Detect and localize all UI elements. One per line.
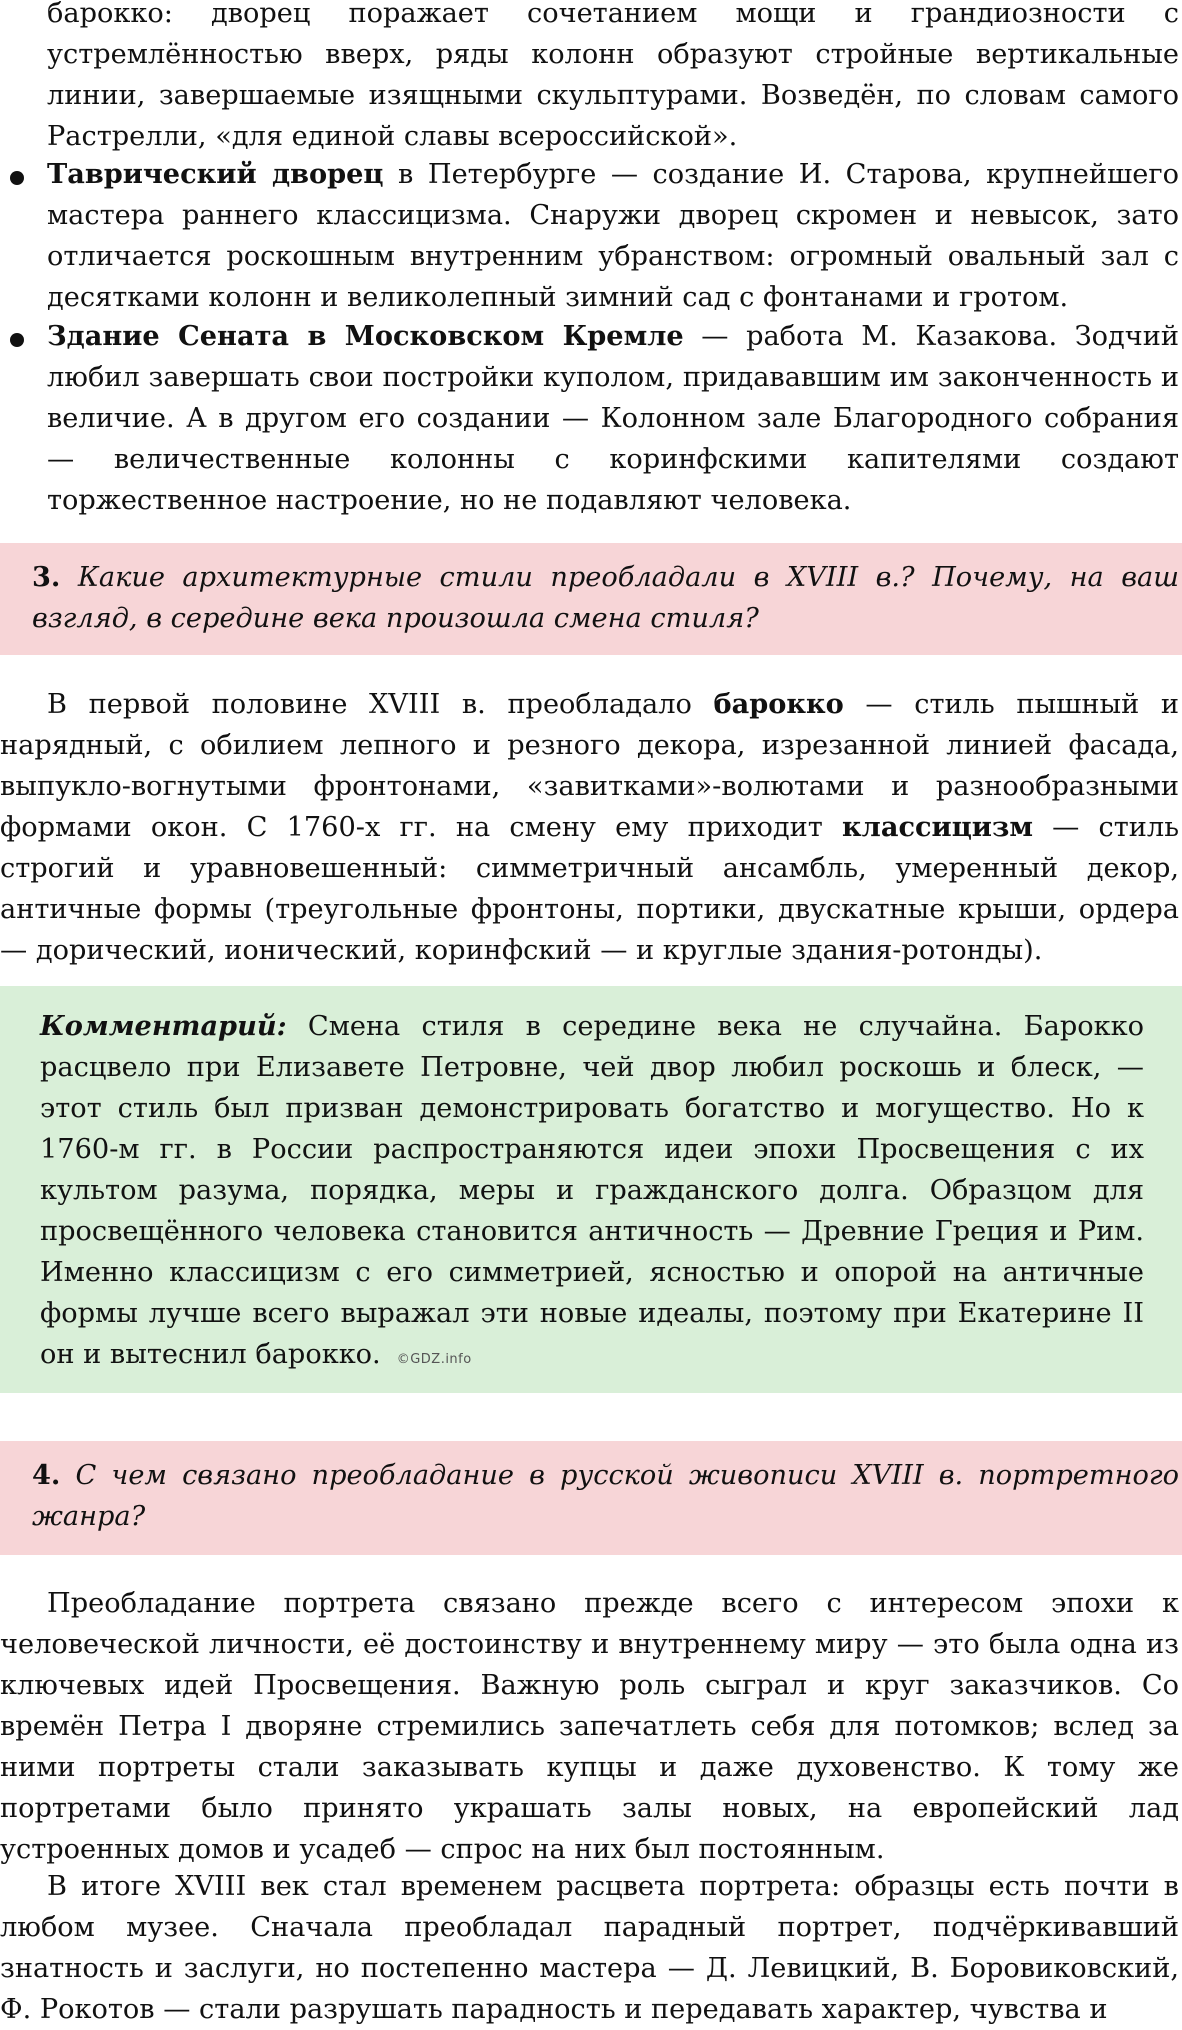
term-baroque: барокко [713,688,844,720]
question-number: 4. [32,1459,61,1491]
comment-text: Смена стиля в середине века не случайна. Барокко расцвело при Елизавете Петровне, чей двор любил роскошь и блеск, — этот стиль был призван демонстрировать богатство и могущество. Но к 1760-м гг. в России распространяются идеи эпохи Просвещения с их культом разума, порядка, меры и гражданского долга. Образцом для просвещённого человека становится античность — Древние Греция и Рим. Именно классицизм с его симметрией, ясностью и опорой на античные формы лучше всего выражал эти новые идеалы, поэтому при Екатерине II он и вытеснил барокко. [40,1011,1144,1370]
bullet-text: — работа М. Казакова. Зодчий любил завершать свои постройки куполом, придававшим им законченность и величие. А в другом его создании — Колонном зале Благородного собрания — величественные колонны с коринфскими капителями создают торжественное настроение, но не подавляют человека. [47,321,1179,516]
bullet-term: Здание Сената в Московском Кремле [47,320,684,352]
continuation-paragraph [47,0,1179,157]
question-text: Какие архитектурные стили преобладали в XVIII в.? Почему, на ваш взгляд, в середине века произошла смена стиля? [32,562,1179,634]
comment-paragraph [40,1006,1144,1380]
bullet-dot [10,333,24,347]
continuation-text: барокко: дворец поражает сочетанием мощи и грандиозности с устремлённостью вверх, ряды колонн образуют стройные вертикальные линии, завершаемые изящными скульптурами. Возведён, по словам самого Растрелли, «для единой славы всероссийской». [47,0,1179,152]
comment-label: Комментарий: [40,1010,287,1042]
answer-text: — стиль пышный и нарядный, с обилием лепного и резного декора, изрезанной линией фасада, выпукло-вогнутыми фронтонами, «завитками»-волютами и разнообразными формами окон. С 1760-х гг. на смену ему приходит [0,689,1179,843]
bullet-term: Таврический дворец [47,158,384,190]
question-3 [32,557,1179,639]
answer-3-paragraph [0,684,1179,971]
question-box-4 [0,1441,1182,1555]
answer-text: В первой половине XVIII в. преобладало [47,689,714,720]
comment-box [0,986,1182,1393]
answer-4-paragraph-1 [0,1583,1179,1870]
question-text: С чем связано преобладание в русской живописи XVIII в. портретного жанра? [32,1460,1179,1532]
answer-text: Преобладание портрета связано прежде всего с интересом эпохи к человеческой личности, её достоинству и внутреннему миру — это была одна из ключевых идей Просвещения. Важную роль сыграл и круг заказчиков. Со времён Петра I дворяне стремились запечатлеть себя для потомков; вслед за ними портреты стали заказывать купцы и даже духовенство. К тому же портретами было принято украшать залы новых, на европейский лад устроенных домов и усадеб — спрос на них был постоянным. [0,1588,1179,1865]
question-4 [32,1455,1179,1537]
question-number: 3. [32,561,61,593]
answer-text: В итоге XVIII век стал временем расцвета портрета: образцы есть почти в любом музее. Сначала преобладал парадный портрет, подчёркивавший знатность и заслуги, но постепенно мастера — Д. Левицкий, В. Боровиковский, Ф. Рокотов — стали разрушать парадность и передавать характер, чувства и [0,1871,1179,2025]
bullet-item-senate-building [47,316,1179,521]
answer-text: — стиль строгий и уравновешенный: симметричный ансамбль, умеренный декор, античные формы (треугольные фронтоны, портики, двускатные крыши, ордера — дорический, ионический, коринфский — и круглые здания-ротонды). [0,812,1180,966]
term-classicism: классицизм [842,811,1033,843]
bullet-dot [10,171,24,185]
bullet-item-tauride-palace [47,154,1179,318]
answer-4-paragraph-2 [0,1866,1179,2030]
bullet-text: в Петербурге — создание И. Старова, крупнейшего мастера раннего классицизма. Снаружи дворец скромен и невысок, зато отличается роскошным внутренним убранством: огромный овальный зал с десятками колонн и великолепный зимний сад с фонтанами и гротом. [47,159,1179,313]
question-box-3 [0,543,1182,655]
copyright-mark: ©GDZ.info [396,1352,472,1367]
